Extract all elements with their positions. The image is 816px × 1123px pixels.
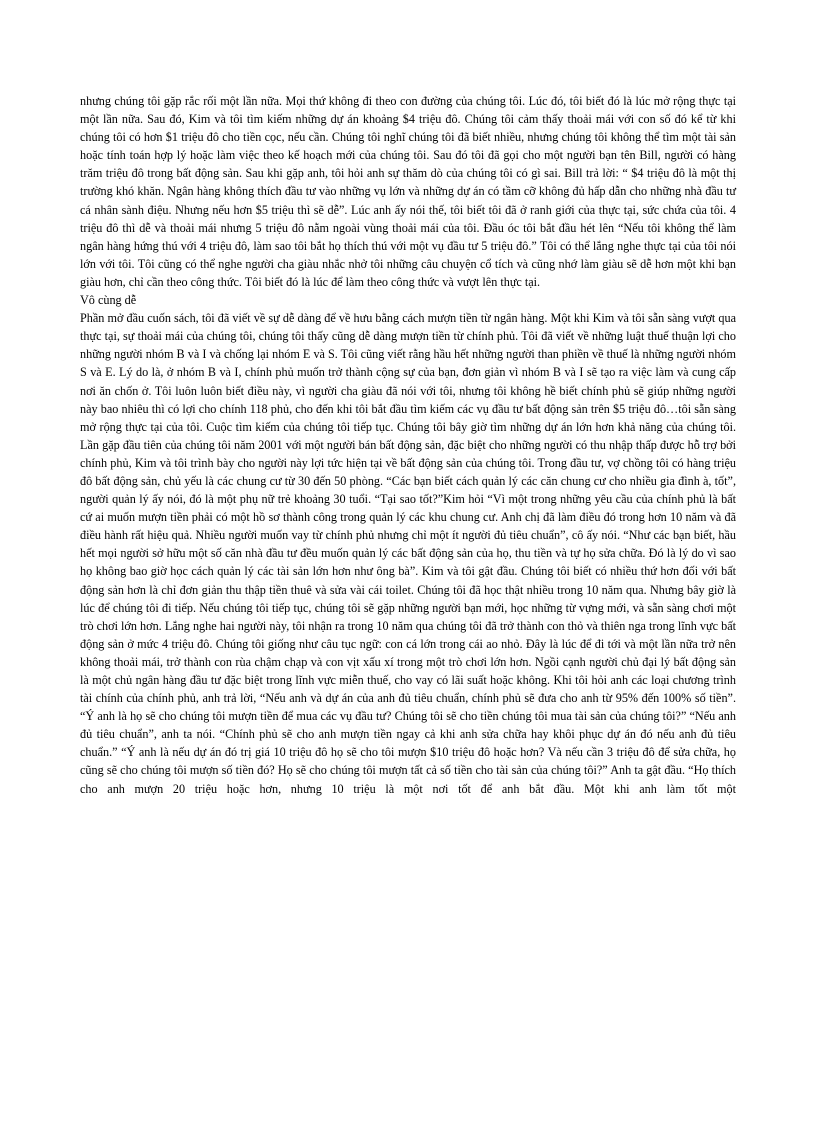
body-paragraph-2: Phần mở đầu cuốn sách, tôi đã viết về sự dễ dàng để về hưu bằng cách mượn tiền từ ngân hàng. Một khi Kim và tôi sẵn sàng vượt qua thực tại, sự thoải mái của chúng tôi, chúng tôi thấy cũng dễ dàng mượn tiền từ chính phủ. Tôi đã viết về những luật thuế thuận lợi cho những người nhóm B và I và chống lại nhóm E và S. Tôi cũng viết rằng hầu hết những người than phiền về thuế là những người nhóm S và E. Lý do là, ở nhóm B và I, chính phủ muốn trở thành cộng sự của bạn, đơn giản vì nhóm B và I sẽ tạo ra việc làm và cung cấp nơi ăn chốn ở. Tôi luôn luôn biết điều này, vì người cha giàu đã nói với tôi, nhưng tôi không hề biết chính phủ sẽ giúp những người này bao nhiêu thì có lợi cho chính 118 phủ, cho đến khi tôi bắt đầu tìm kiếm các vụ đầu tư bất động sản trên $5 triệu đô…tôi sẵn sàng mở rộng thực tại của tôi. Cuộc tìm kiếm của chúng tôi tiếp tục. Chúng tôi bây giờ tìm những dự án lớn hơn khả năng của chúng tôi. Lần gặp đầu tiên của chúng tôi năm 2001 với một người bán bất động sản, đặc biệt cho những người có thu nhập thấp được hỗ trợ bởi chính phủ, Kim và tôi trình bày cho người này lợi tức hiện tại về bất động sản của chúng tôi. Trong đầu tư, vợ chồng tôi có hàng triệu đô bất động sản, chủ yếu là các chung cư từ 30 đến 50 phòng. “Các bạn biết cách quản lý các căn chung cư cho nhiều gia đình à, tốt”, người quản lý ấy nói, đó là một phụ nữ trẻ khoảng 30 tuổi. “Tại sao tốt?”Kim hỏi “Vì một trong những yêu cầu của chính phủ là bất cứ ai muốn mượn tiền phải có một hồ sơ thành công trong quản lý các khu chung cư. Anh chị đã làm điều đó trong hơn 10 năm và đã điều hành rất hiệu quả. Nhiều người muốn vay từ chính phủ nhưng chỉ một ít người đủ tiêu chuẩn”, cô ấy nói. “Như các bạn biết, hầu hết mọi người sở hữu một số căn nhà đầu tư đều muốn quản lý các bất động sản của họ, thu tiền và tự họ sửa chữa. Đó là lý do vì sao họ không bao giờ học cách quản lý các tài sản lớn hơn như ông bà”. Kim và tôi gật đầu. Chúng tôi biết có nhiều thứ hơn đối với bất động sản hơn là chỉ đơn giản thu thập tiền thuê và sửa vài cái toilet. Chúng tôi đã học thật nhiều trong 10 năm qua. Nhưng bây giờ là lúc để chúng tôi đi tiếp. Nếu chúng tôi tiếp tục, chúng tôi sẽ gặp những người bạn mới, học những từ vựng mới, và sẵn sàng chơi một trò chơi lớn hơn. Lắng nghe hai người này, tôi nhận ra trong 10 năm qua chúng tôi đã trở thành con thỏ và thiên nga trong lĩnh vực bất động sản ở mức 4 triệu đô. Chúng tôi giống như câu tục ngữ: con cá lớn trong cái ao nhỏ. Đây là lúc để đi tới và một lần nữa trở nên không thoải mái, trở thành con rùa chậm chạp và con vịt xấu xí trong một trò chơi lớn hơn. Ngồi cạnh người chủ đại lý bất động sản là một chủ ngân hàng đầu tư đặc biệt trong lĩnh vực miễn thuế, cho vay có lãi suất hoặc không. Khi tôi hỏi anh các loại chương trình tài chính của chính phủ, anh trả lời, “Nếu anh và dự án của anh đủ tiêu chuẩn, chính phủ sẽ đưa cho anh từ 95% đến 100% số tiền”. “Ý anh là họ sẽ cho chúng tôi mượn tiền để mua các vụ đầu tư? Chúng tôi sẽ cho tiền chúng tôi mua tài sản của chúng tôi?” “Nếu anh đủ tiêu chuẩn”, anh ta nói. “Chính phủ sẽ cho anh mượn tiền ngay cả khi anh sửa chữa hay khôi phục dự án đó nếu anh đủ tiêu chuẩn.” “Ý anh là nếu dự án đó trị giá 10 triệu đô họ sẽ cho tôi mượn $10 triệu đô hoặc hơn? Và nếu cần 3 triệu đô để sửa chữa, họ cũng sẽ cho chúng tôi mượn số tiền đó? Họ sẽ cho chúng tôi mượn tất cả số tiền cho tài sản của chúng tôi?” Anh ta gật đầu. “Họ thích cho anh mượn 20 triệu hoặc hơn, nhưng 10 triệu là một nơi tốt để anh bắt đầu. Một khi anh làm tốt một <box>80 311 736 796</box>
body-paragraph-1: nhưng chúng tôi gặp rắc rối một lần nữa. Mọi thứ không đi theo con đường của chúng tôi. Lúc đó, tôi biết đó là lúc mở rộng thực tại một lần nữa. Sau đó, Kim và tôi tìm kiếm những dự án khoảng $4 triệu đô. Chúng tôi cảm thấy thoải mái với con số đó kể từ khi chúng tôi có hơn $1 triệu đô cho tiền cọc, nếu cần. Chúng tôi nghĩ chúng tôi đã biết nhiều, nhưng chúng tôi không thể tìm một tài sản hoặc tính toán hợp lý hoặc làm việc theo kế hoạch mới của chúng tôi. Sau đó tôi đã gọi cho một người bạn tên Bill, người có hàng trăm triệu đô trong bất động sản. Sau khi gặp anh, tôi hỏi anh sự thăm dò của chúng tôi có gì sai. Bill trả lời: “ $4 triệu đô là một thị trường khó khăn. Ngân hàng không thích đầu tư vào những vụ lớn và những dự án có tầm cỡ không đủ hấp dẫn cho những nhà đầu tư cá nhân sành điệu. Nhưng nếu hơn $5 triệu thì sẽ dễ”. Lúc anh ấy nói thế, tôi biết tôi đã ở ranh giới của thực tại, sức chứa của tôi. 4 triệu đô thì dễ và thoải mái nhưng 5 triệu đô nằm ngoài vùng thoải mái của tôi. Đầu óc tôi bắt đầu hét lên “Nếu tôi không thể làm ngân hàng hứng thú với 4 triệu đô, làm sao tôi bắt họ thích thú với một vụ đầu tư 5 triệu đô.” Tôi có thể lắng nghe thực tại của tôi nói lớn với tôi. Tôi cũng có thể nghe người cha giàu nhắc nhở tôi những câu chuyện cổ tích và cũng nhớ làm giàu sẽ dễ hơn một khi bạn giàu hơn, chỉ cần theo công thức. Tôi biết đó là lúc để làm theo công thức và vượt lên thực tại. <box>80 94 736 289</box>
section-heading: Vô cùng dễ <box>80 293 137 308</box>
document-page <box>80 92 736 798</box>
